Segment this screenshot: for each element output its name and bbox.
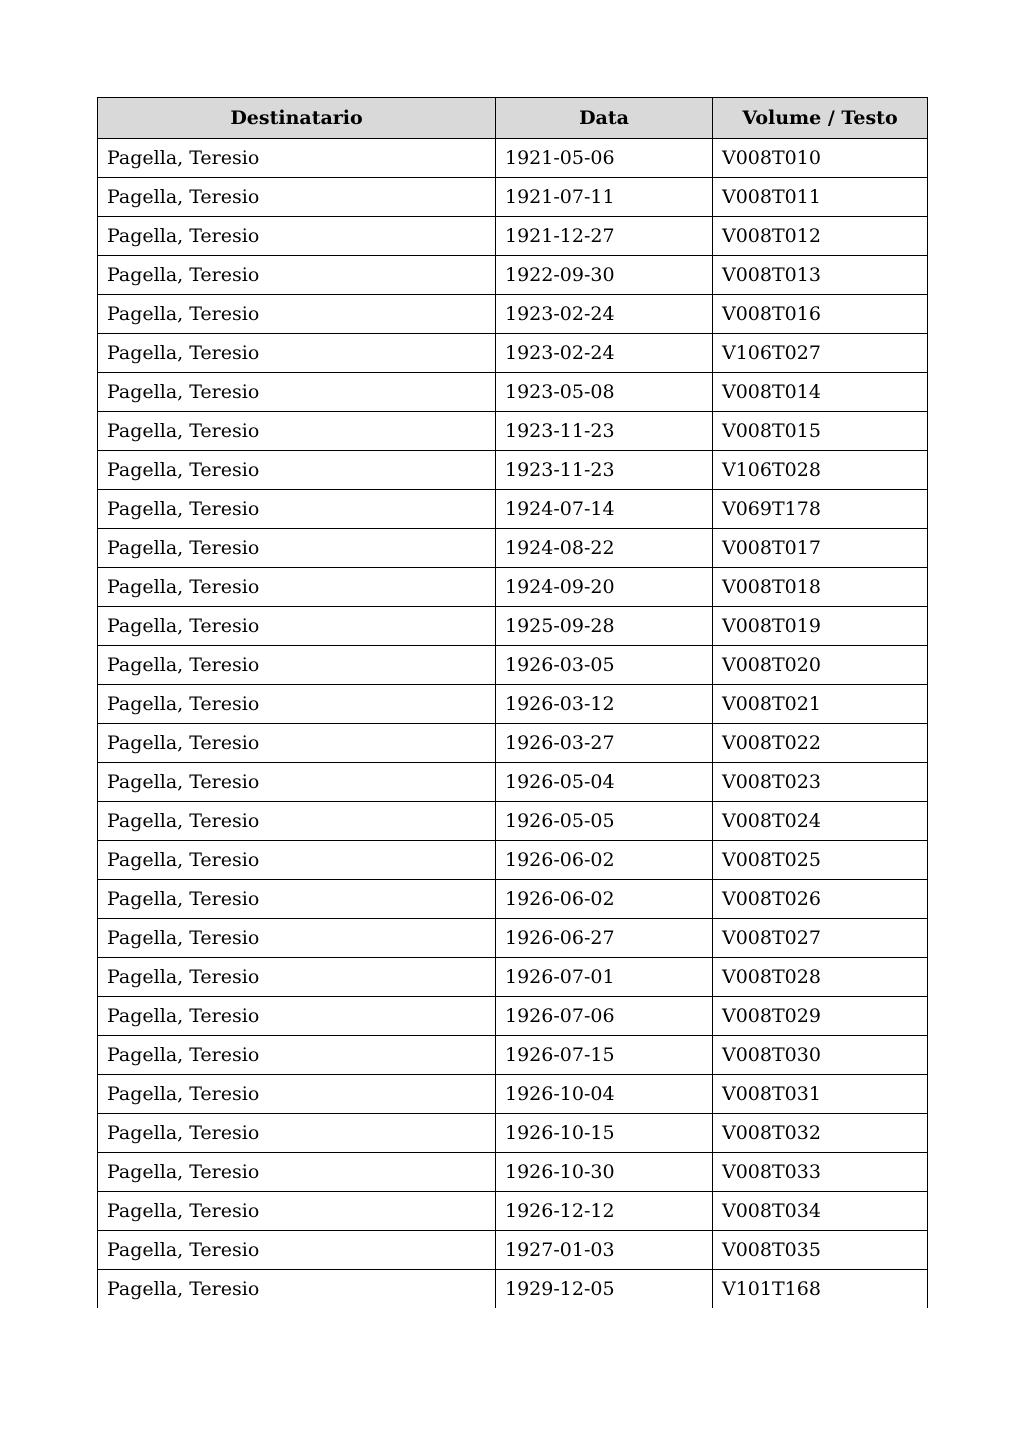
cell-volume-testo: V008T014: [713, 373, 928, 412]
cell-data: 1927-01-03: [496, 1231, 713, 1270]
cell-volume-testo: V008T029: [713, 997, 928, 1036]
cell-volume-testo: V008T020: [713, 646, 928, 685]
table-row: [98, 607, 928, 646]
cell-data: 1926-07-01: [496, 958, 713, 997]
cell-data: 1924-08-22: [496, 529, 713, 568]
cell-destinatario: Pagella, Teresio: [98, 958, 496, 997]
table-row: [98, 568, 928, 607]
cell-destinatario: Pagella, Teresio: [98, 685, 496, 724]
cell-destinatario: Pagella, Teresio: [98, 1153, 496, 1192]
cell-volume-testo: V101T168: [713, 1270, 928, 1309]
table-row: [98, 1192, 928, 1231]
table-row: [98, 997, 928, 1036]
cell-volume-testo: V008T010: [713, 139, 928, 178]
table-row: [98, 1036, 928, 1075]
cell-destinatario: Pagella, Teresio: [98, 256, 496, 295]
cell-destinatario: Pagella, Teresio: [98, 1231, 496, 1270]
cell-data: 1926-05-04: [496, 763, 713, 802]
table-body: [98, 139, 928, 1309]
table-row: [98, 1270, 928, 1309]
cell-data: 1926-06-02: [496, 880, 713, 919]
cell-data: 1926-06-27: [496, 919, 713, 958]
cell-destinatario: Pagella, Teresio: [98, 1192, 496, 1231]
table-row: [98, 373, 928, 412]
table-row: [98, 1114, 928, 1153]
cell-volume-testo: V008T021: [713, 685, 928, 724]
cell-volume-testo: V008T018: [713, 568, 928, 607]
cell-data: 1923-02-24: [496, 295, 713, 334]
cell-data: 1926-07-15: [496, 1036, 713, 1075]
cell-data: 1923-05-08: [496, 373, 713, 412]
cell-data: 1926-03-12: [496, 685, 713, 724]
table-row: [98, 646, 928, 685]
cell-volume-testo: V069T178: [713, 490, 928, 529]
cell-data: 1925-09-28: [496, 607, 713, 646]
table-row: [98, 1153, 928, 1192]
table-row: [98, 412, 928, 451]
cell-volume-testo: V008T015: [713, 412, 928, 451]
cell-data: 1926-07-06: [496, 997, 713, 1036]
cell-data: 1926-10-30: [496, 1153, 713, 1192]
cell-destinatario: Pagella, Teresio: [98, 724, 496, 763]
table-row: [98, 139, 928, 178]
cell-destinatario: Pagella, Teresio: [98, 139, 496, 178]
cell-data: 1924-07-14: [496, 490, 713, 529]
cell-volume-testo: V008T022: [713, 724, 928, 763]
cell-destinatario: Pagella, Teresio: [98, 178, 496, 217]
table-row: [98, 490, 928, 529]
table-row: [98, 451, 928, 490]
cell-destinatario: Pagella, Teresio: [98, 373, 496, 412]
cell-destinatario: Pagella, Teresio: [98, 1114, 496, 1153]
cell-data: 1923-11-23: [496, 412, 713, 451]
letters-table: [97, 97, 928, 1308]
cell-volume-testo: V008T011: [713, 178, 928, 217]
cell-data: 1926-12-12: [496, 1192, 713, 1231]
cell-destinatario: Pagella, Teresio: [98, 334, 496, 373]
cell-destinatario: Pagella, Teresio: [98, 607, 496, 646]
column-header-data: Data: [496, 98, 713, 139]
cell-data: 1924-09-20: [496, 568, 713, 607]
cell-volume-testo: V008T012: [713, 217, 928, 256]
cell-destinatario: Pagella, Teresio: [98, 841, 496, 880]
cell-data: 1926-03-27: [496, 724, 713, 763]
cell-destinatario: Pagella, Teresio: [98, 1036, 496, 1075]
cell-volume-testo: V008T030: [713, 1036, 928, 1075]
cell-volume-testo: V008T035: [713, 1231, 928, 1270]
cell-data: 1926-05-05: [496, 802, 713, 841]
table-row: [98, 802, 928, 841]
cell-volume-testo: V008T034: [713, 1192, 928, 1231]
cell-data: 1922-09-30: [496, 256, 713, 295]
column-header-volume-testo: Volume / Testo: [713, 98, 928, 139]
cell-volume-testo: V008T033: [713, 1153, 928, 1192]
table-row: [98, 178, 928, 217]
cell-data: 1921-07-11: [496, 178, 713, 217]
cell-volume-testo: V008T016: [713, 295, 928, 334]
table-row: [98, 1075, 928, 1114]
cell-destinatario: Pagella, Teresio: [98, 763, 496, 802]
cell-data: 1921-05-06: [496, 139, 713, 178]
cell-data: 1926-10-15: [496, 1114, 713, 1153]
cell-destinatario: Pagella, Teresio: [98, 997, 496, 1036]
cell-volume-testo: V106T028: [713, 451, 928, 490]
column-header-destinatario: Destinatario: [98, 98, 496, 139]
table-row: [98, 724, 928, 763]
table-header-row: [98, 98, 928, 139]
cell-data: 1923-11-23: [496, 451, 713, 490]
table-row: [98, 919, 928, 958]
table-row: [98, 1231, 928, 1270]
cell-destinatario: Pagella, Teresio: [98, 919, 496, 958]
cell-destinatario: Pagella, Teresio: [98, 490, 496, 529]
cell-destinatario: Pagella, Teresio: [98, 1270, 496, 1309]
cell-data: 1926-03-05: [496, 646, 713, 685]
cell-destinatario: Pagella, Teresio: [98, 412, 496, 451]
cell-volume-testo: V008T032: [713, 1114, 928, 1153]
table-row: [98, 334, 928, 373]
table-row: [98, 880, 928, 919]
table-row: [98, 256, 928, 295]
cell-volume-testo: V008T019: [713, 607, 928, 646]
table-row: [98, 763, 928, 802]
cell-destinatario: Pagella, Teresio: [98, 295, 496, 334]
table-row: [98, 841, 928, 880]
cell-volume-testo: V008T013: [713, 256, 928, 295]
cell-volume-testo: V008T027: [713, 919, 928, 958]
cell-destinatario: Pagella, Teresio: [98, 217, 496, 256]
cell-data: 1923-02-24: [496, 334, 713, 373]
cell-volume-testo: V106T027: [713, 334, 928, 373]
cell-data: 1926-06-02: [496, 841, 713, 880]
table-row: [98, 958, 928, 997]
cell-volume-testo: V008T028: [713, 958, 928, 997]
cell-destinatario: Pagella, Teresio: [98, 568, 496, 607]
cell-data: 1926-10-04: [496, 1075, 713, 1114]
cell-destinatario: Pagella, Teresio: [98, 802, 496, 841]
cell-volume-testo: V008T023: [713, 763, 928, 802]
cell-destinatario: Pagella, Teresio: [98, 529, 496, 568]
table-row: [98, 685, 928, 724]
table-row: [98, 217, 928, 256]
cell-volume-testo: V008T025: [713, 841, 928, 880]
cell-volume-testo: V008T024: [713, 802, 928, 841]
cell-destinatario: Pagella, Teresio: [98, 646, 496, 685]
table-row: [98, 529, 928, 568]
cell-volume-testo: V008T026: [713, 880, 928, 919]
cell-destinatario: Pagella, Teresio: [98, 1075, 496, 1114]
cell-data: 1921-12-27: [496, 217, 713, 256]
cell-volume-testo: V008T017: [713, 529, 928, 568]
cell-destinatario: Pagella, Teresio: [98, 451, 496, 490]
cell-volume-testo: V008T031: [713, 1075, 928, 1114]
table-row: [98, 295, 928, 334]
cell-data: 1929-12-05: [496, 1270, 713, 1309]
cell-destinatario: Pagella, Teresio: [98, 880, 496, 919]
